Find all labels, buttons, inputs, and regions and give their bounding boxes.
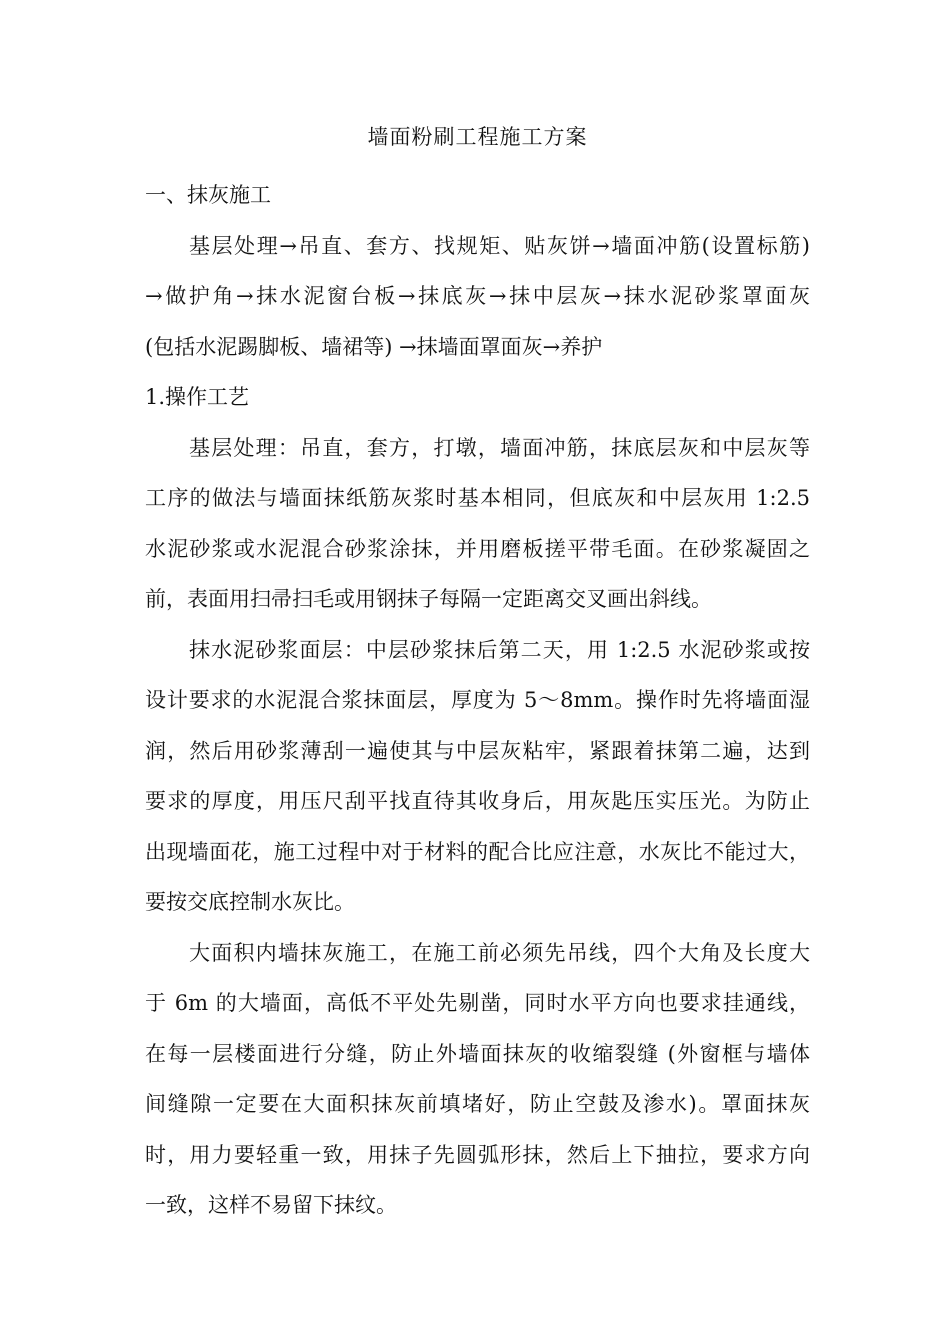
paragraph-line: 一致，这样不易留下抹纹。 bbox=[145, 1193, 397, 1217]
paragraph-line: 要求的厚度，用压尺刮平找直待其收身后，用灰匙压实压光。为防止 bbox=[145, 789, 810, 813]
paragraph-line: 基层处理：吊直，套方，打墩，墙面冲筋，抹底层灰和中层灰等 bbox=[189, 435, 810, 460]
paragraph-line: 要按交底控制水灰比。 bbox=[145, 890, 355, 914]
paragraph-line: 在每一层楼面进行分缝，防止外墙面抹灰的收缩裂缝 (外窗框与墙体 bbox=[145, 1041, 810, 1066]
paragraph-line: →做护角→抹水泥窗台板→抹底灰→抹中层灰→抹水泥砂浆罩面灰 bbox=[145, 284, 810, 308]
paragraph-line: 基层处理→吊直、套方、找规矩、贴灰饼→墙面冲筋(设置标筋) bbox=[189, 233, 810, 258]
paragraph-line: 润，然后用砂浆薄刮一遍使其与中层灰粘牢，紧跟着抹第二遍，达到 bbox=[145, 738, 810, 763]
paragraph-large-area bbox=[145, 928, 810, 1231]
paragraph-line: 水泥砂浆或水泥混合砂浆涂抹，并用磨板搓平带毛面。在砂浆凝固之 bbox=[145, 536, 810, 561]
paragraph-line: 间缝隙一定要在大面积抹灰前填堵好，防止空鼓及渗水)。罩面抹灰 bbox=[145, 1092, 810, 1116]
paragraph-line: 设计要求的水泥混合浆抹面层，厚度为 5～8mm。操作时先将墙面湿 bbox=[145, 688, 810, 712]
document-page bbox=[145, 118, 810, 1231]
paragraph-line: 抹水泥砂浆面层：中层砂浆抹后第二天，用 1:2.5 水泥砂浆或按 bbox=[189, 637, 810, 662]
paragraph-line: 出现墙面花，施工过程中对于材料的配合比应注意，水灰比不能过大， bbox=[145, 839, 810, 864]
paragraph-line: 于 6m 的大墙面，高低不平处先剔凿，同时水平方向也要求挂通线， bbox=[145, 991, 810, 1015]
subsection-heading: 1.操作工艺 bbox=[145, 385, 250, 409]
paragraph-line: 前，表面用扫帚扫毛或用钢抹子每隔一定距离交叉画出斜线。 bbox=[145, 587, 712, 611]
paragraph-line: 时，用力要轻重一致，用抹子先圆弧形抹，然后上下抽拉，要求方向 bbox=[145, 1142, 810, 1167]
paragraph-line: (包括水泥踢脚板、墙裙等) →抹墙面罩面灰→养护 bbox=[145, 334, 603, 359]
paragraph-line: 工序的做法与墙面抹纸筋灰浆时基本相同，但底灰和中层灰用 1:2.5 bbox=[145, 486, 810, 510]
section-heading: 一、抹灰施工 bbox=[145, 183, 271, 207]
paragraph-base-treatment bbox=[145, 423, 810, 625]
process-flow bbox=[145, 221, 810, 373]
paragraph-line: 大面积内墙抹灰施工，在施工前必须先吊线，四个大角及长度大 bbox=[189, 940, 810, 965]
document-title: 墙面粉刷工程施工方案 bbox=[367, 125, 588, 149]
paragraph-mortar-surface bbox=[145, 625, 810, 928]
